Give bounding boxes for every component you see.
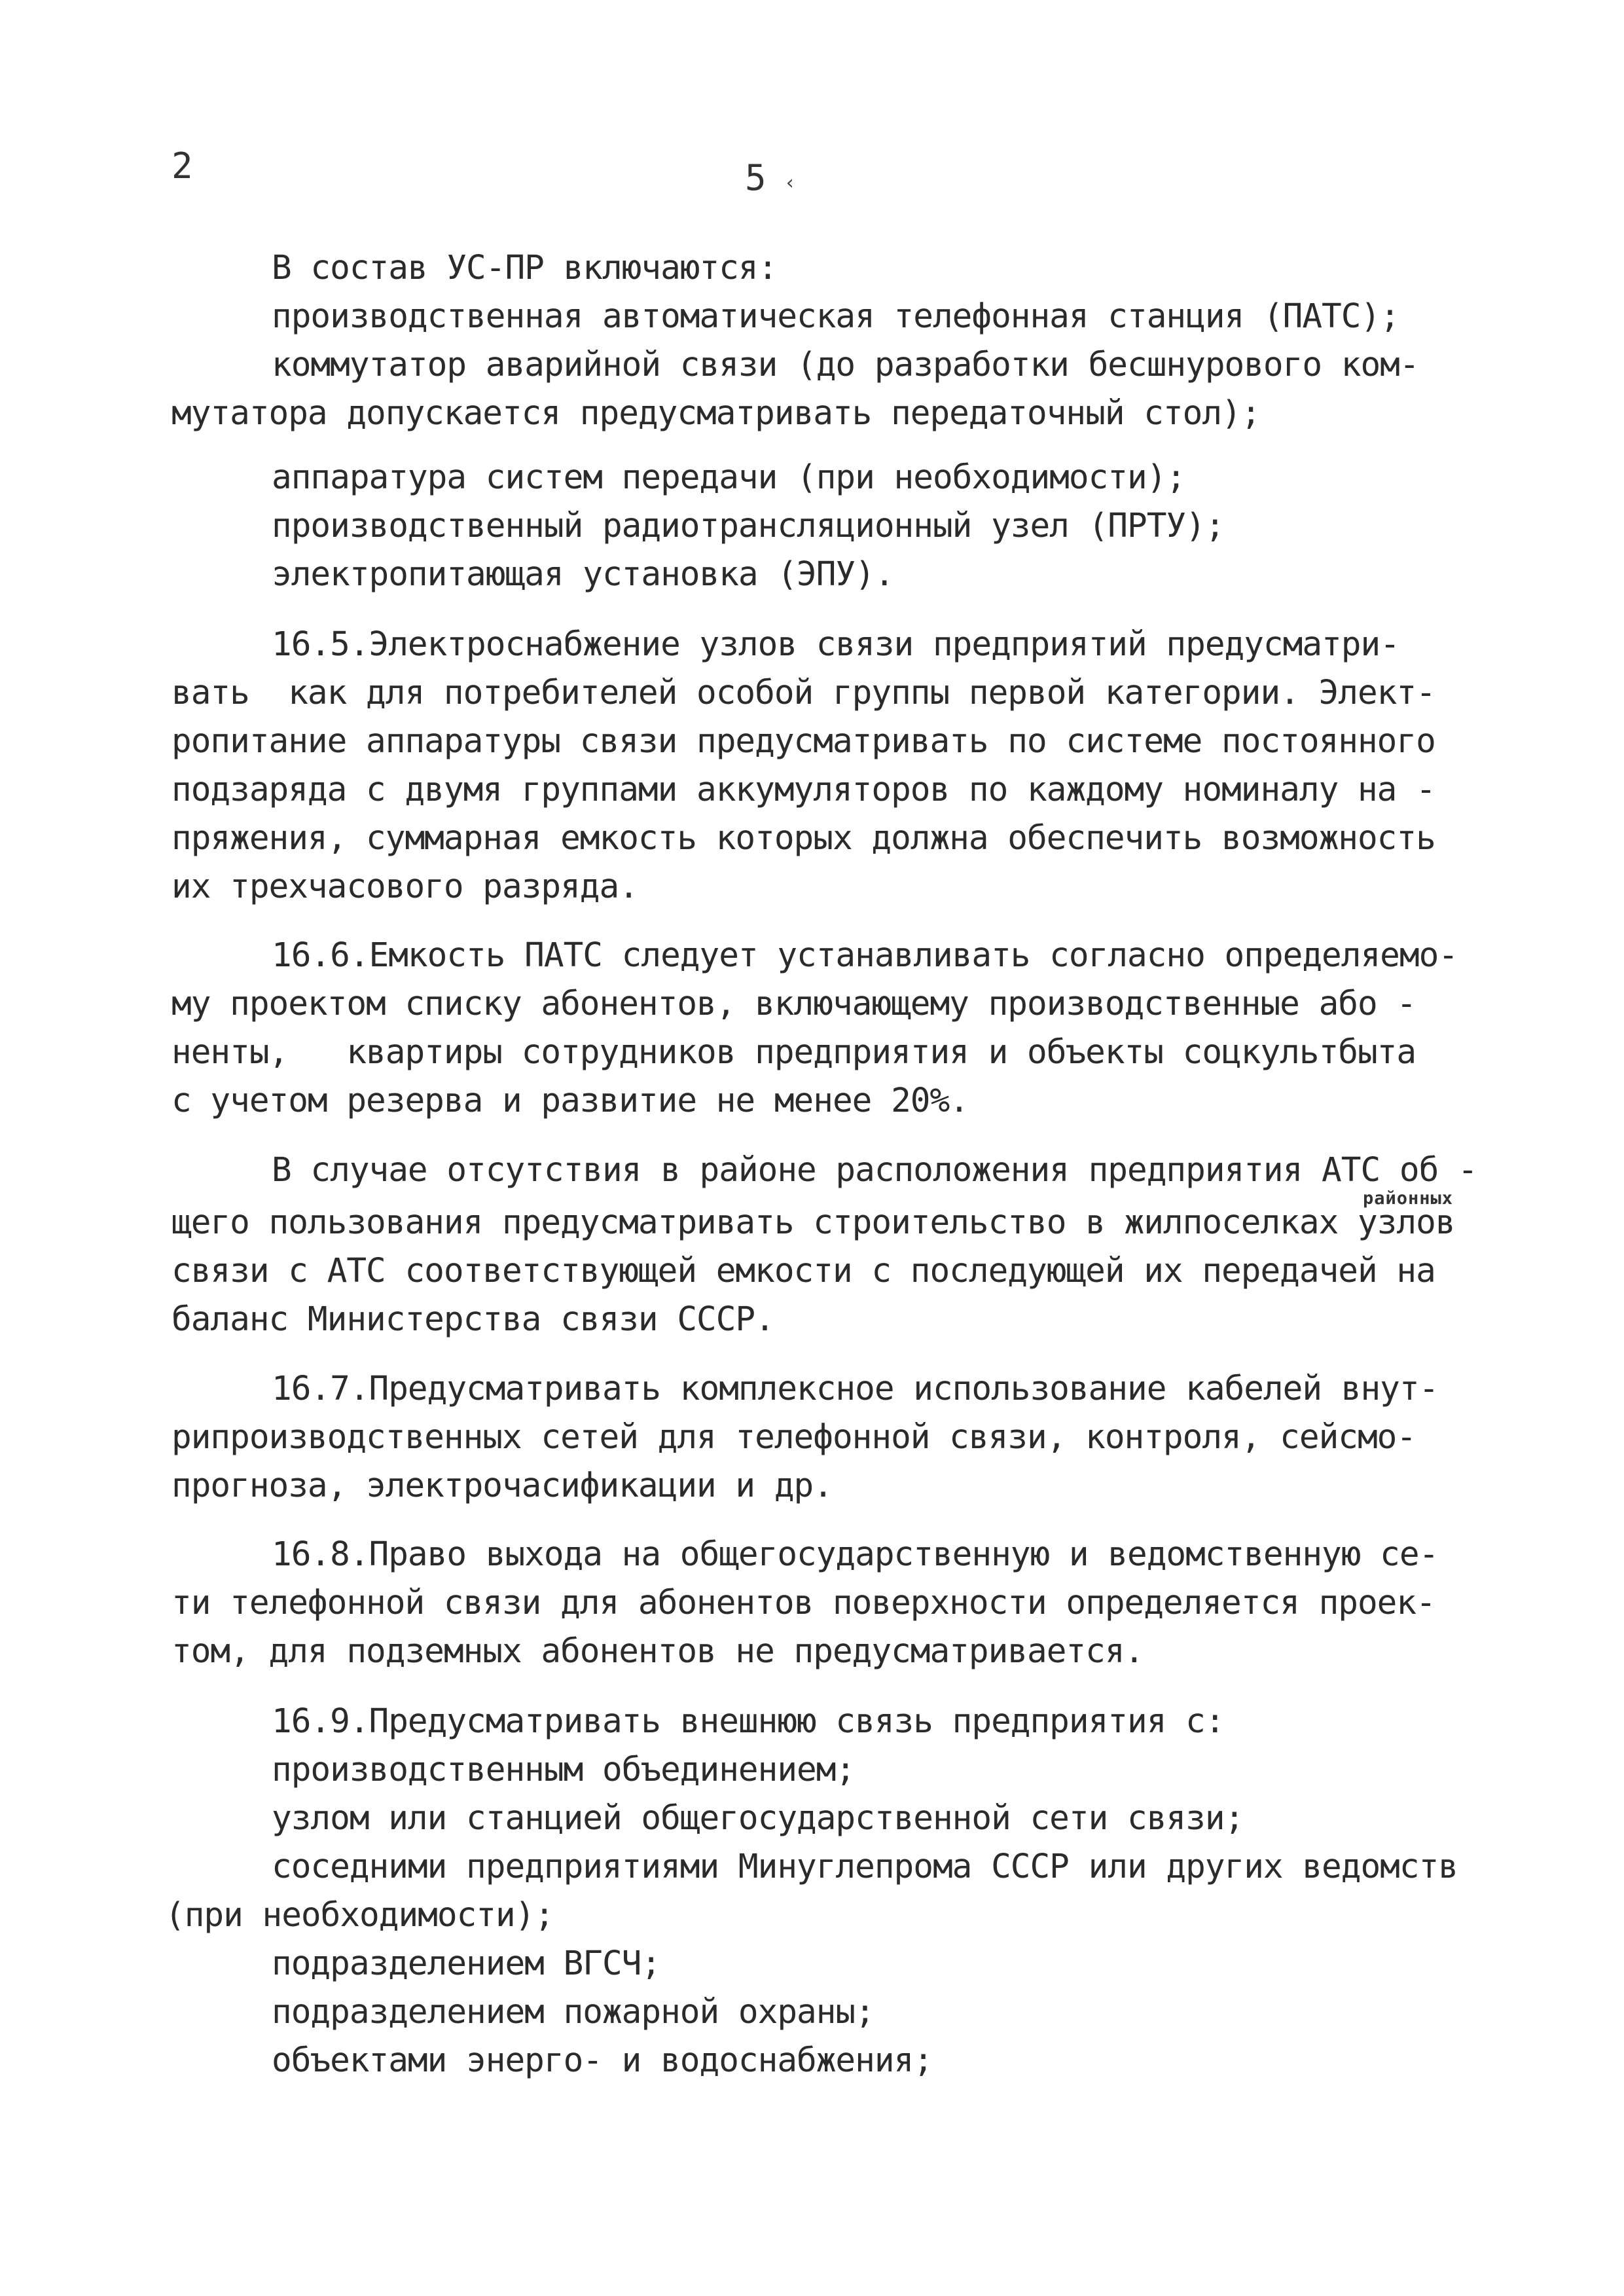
- text-line: их трехчасового разряда.: [171, 867, 638, 906]
- text-line: коммутатор аварийной связи (до разработки бесшнурового ком-: [272, 346, 1419, 384]
- text-line: 16.5.Электроснабжение узлов связи предприятий предусматри-: [272, 625, 1399, 664]
- text-line: подзаряда с двумя группами аккумуляторов по каждому номиналу на -: [171, 771, 1435, 809]
- text-line: подразделением ВГСЧ;: [272, 1944, 661, 1983]
- text-line: баланс Министерства связи СССР.: [171, 1300, 774, 1339]
- page-number-mark: ‹: [784, 172, 797, 194]
- text-line: В случае отсутствия в районе расположения предприятия АТС об -: [272, 1151, 1477, 1190]
- text-line: мутатора допускается предусматривать передаточный стол);: [171, 394, 1261, 433]
- page-number-center: 5: [745, 157, 767, 198]
- text-line: связи с АТС соответствующей емкости с последующей их передачей на: [171, 1252, 1435, 1290]
- text-line: том, для подземных абонентов не предусматривается.: [171, 1632, 1144, 1671]
- text-line: щего пользования предусматривать строительство в жилпоселках узлов: [171, 1203, 1455, 1242]
- text-line: му проектом списку абонентов, включающему производственные або -: [171, 985, 1416, 1023]
- text-line: ропитание аппаратуры связи предусматривать по системе постоянного: [171, 722, 1435, 761]
- text-line: производственный радиотрансляционный узел (ПРТУ);: [272, 507, 1225, 545]
- text-line: (при необходимости);: [165, 1896, 554, 1935]
- text-line: 16.8.Право выхода на общегосударственную и ведомственную се-: [272, 1535, 1439, 1574]
- text-line: электропитающая установка (ЭПУ).: [272, 555, 894, 594]
- text-line: вать как для потребителей особой группы первой категории. Элект-: [171, 674, 1435, 712]
- text-line: производственная автоматическая телефонная станция (ПАТС);: [272, 297, 1399, 336]
- text-line: подразделением пожарной охраны;: [272, 1993, 875, 2032]
- text-line: аппаратура систем передачи (при необходимости);: [272, 458, 1186, 497]
- text-line: с учетом резерва и развитие не менее 20%.: [171, 1082, 969, 1120]
- text-line: пряжения, суммарная емкость которых должна обеспечить возможность: [171, 819, 1435, 858]
- page-number-left: 2: [171, 145, 193, 187]
- text-line: 16.6.Емкость ПАТС следует устанавливать согласно определяемо-: [272, 936, 1458, 975]
- text-line: ненты, квартиры сотрудников предприятия и объекты соцкультбыта: [171, 1033, 1416, 1072]
- text-line: рипроизводственных сетей для телефонной связи, контроля, сейсмо-: [171, 1418, 1416, 1457]
- text-line: узлом или станцией общегосударственной сети связи;: [272, 1799, 1244, 1838]
- text-line: прогноза, электрочасификации и др.: [171, 1467, 833, 1505]
- text-line: объектами энерго- и водоснабжения;: [272, 2041, 933, 2080]
- text-line: В состав УС-ПР включаются:: [272, 249, 778, 287]
- handwritten-insertion: районных: [1363, 1188, 1454, 1209]
- text-line: 16.7.Предусматривать комплексное использование кабелей внут-: [272, 1370, 1439, 1408]
- text-line: 16.9.Предусматривать внешнюю связь предприятия с:: [272, 1702, 1225, 1741]
- text-line: ти телефонной связи для абонентов поверхности определяется проек-: [171, 1584, 1435, 1622]
- text-line: соседними предприятиями Минуглепрома СССР или других ведомств: [272, 1848, 1458, 1886]
- text-line: производственным объединением;: [272, 1751, 856, 1789]
